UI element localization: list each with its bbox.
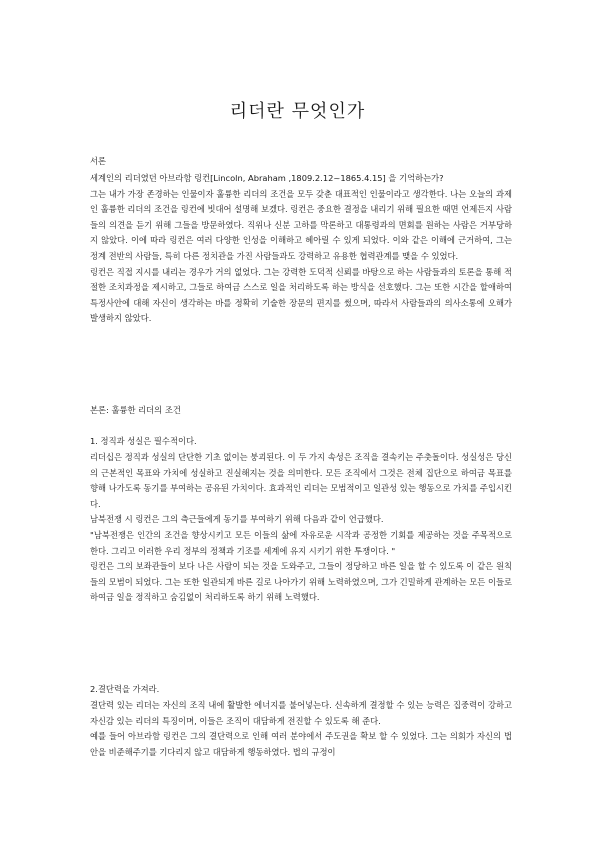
- section2-paragraph: 결단력 있는 리더는 자신의 조직 내에 활발한 에너지를 불어넣는다. 신속하게 결정할 수 있는 능력은 집중력이 강하고 자신감 있는 리더의 특징이며, 이들은 조직이 대담하게 전진할 수 있도록 해 준다.: [90, 700, 512, 726]
- intro-paragraph: 그는 내가 가장 존경하는 인물이자 훌륭한 리더의 조건을 모두 갖춘 대표적인 인물이라고 생각한다. 나는 오늘의 과제인 훌륭한 리더의 조건을 링컨에 빗대어 설명해 보겠다. 링컨은 중요한 결정을 내리기 위해 필요한 때면 언제든지 사람들의 의견을 듣기 위해 그들을 방문하였다. 직위나 신분 고하를 막론하고 대통령과의 면회를 원하는 사람은 거부당하지 않았다. 이에 따라 링컨은 여러 다양한 인성을 이해하고 헤아릴 수 있게 되었다. 이와 같은 이해에 근거하여, 그는 정계 전반의 사람들, 특히 다른 정치관을 가진 사람들과도 강력하고 유용한 협력관계를 맺을 수 있었다.: [90, 188, 512, 261]
- section2-body: [90, 698, 512, 760]
- section1-paragraph: 링컨은 그의 보좌관들이 보다 나은 사람이 되는 것을 도와주고, 그들이 정당하고 바른 일을 할 수 있도록 이 같은 원칙들의 모범이 되었다. 그는 또한 일관되게 바른 길로 나아가기 위해 노력하였으며, 그가 긴밀하게 관계하는 모든 이들로 하여금 일을 정직하고 숨김없이 처리하도록 하기 위해 노력했다.: [90, 561, 512, 603]
- intro-paragraph: 링컨은 직접 지시를 내리는 경우가 거의 없었다. 그는 강력한 도덕적 신뢰를 바탕으로 하는 사람들과의 토론을 통해 적절한 조치과정을 제시하고, 그들로 하여금 스스로 일을 처리하도록 하는 방식을 선호했다. 그는 또한 시간을 할애하여 특정사안에 대해 자신이 생각하는 바를 정확히 기술한 장문의 편지를 썼으며, 따라서 사람들과의 의사소통에 오해가 발생하지 않았다.: [90, 266, 512, 324]
- section1-heading: 1. 정직과 성실은 필수적이다.: [90, 436, 197, 446]
- section1-paragraph: 리더십은 정직과 성실의 단단한 기초 없이는 붕괴된다. 이 두 가지 속성은 조직을 결속키는 주춧돌이다. 성실성은 당신의 근본적인 목표와 가치에 성실하고 진실해지는 것을 의미한다. 모든 조직에서 그것은 전체 집단으로 하여금 목표를 향해 나가도록 동기를 부여하는 공유된 가치이다. 효과적인 리더는 모범적이고 일관성 있는 행동으로 가치를 주입시킨다.: [90, 452, 512, 509]
- section1-quote: "남북전쟁은 인간의 조건을 향상시키고 모든 이들의 삶에 자유로운 시작과 공정한 기회를 제공하는 것을 주목적으로 한다. 그리고 이러한 우리 정부의 정책과 기조를 세계에 유지 시키기 위한 투쟁이다. ": [90, 529, 512, 556]
- main-heading: 본론: 훌륭한 리더의 조건: [90, 405, 181, 415]
- section2-paragraph: 예를 들어 아브라함 링컨은 그의 결단력으로 인해 여러 분야에서 주도권을 확보 할 수 있었다. 그는 의회가 자신의 법안을 비준해주기를 기다리지 않고 대담하게 행동하였다. 법의 규정이: [90, 731, 512, 757]
- intro-section: [90, 171, 512, 327]
- section1-body: [90, 450, 512, 606]
- intro-heading: 서론: [90, 156, 107, 166]
- section2-heading: 2.결단력을 가져라.: [90, 684, 160, 694]
- document-title: 리더란 무엇인가: [229, 101, 366, 122]
- intro-paragraph: 세계인의 리더였던 아브라함 링컨[Lincoln, Abraham ,1809.2.12~1865.4.15] 을 기억하는가?: [90, 173, 444, 183]
- section1-paragraph: 남북전쟁 시 링컨은 그의 측근들에게 동기를 부여하기 위해 다음과 같이 언급했다.: [90, 514, 384, 525]
